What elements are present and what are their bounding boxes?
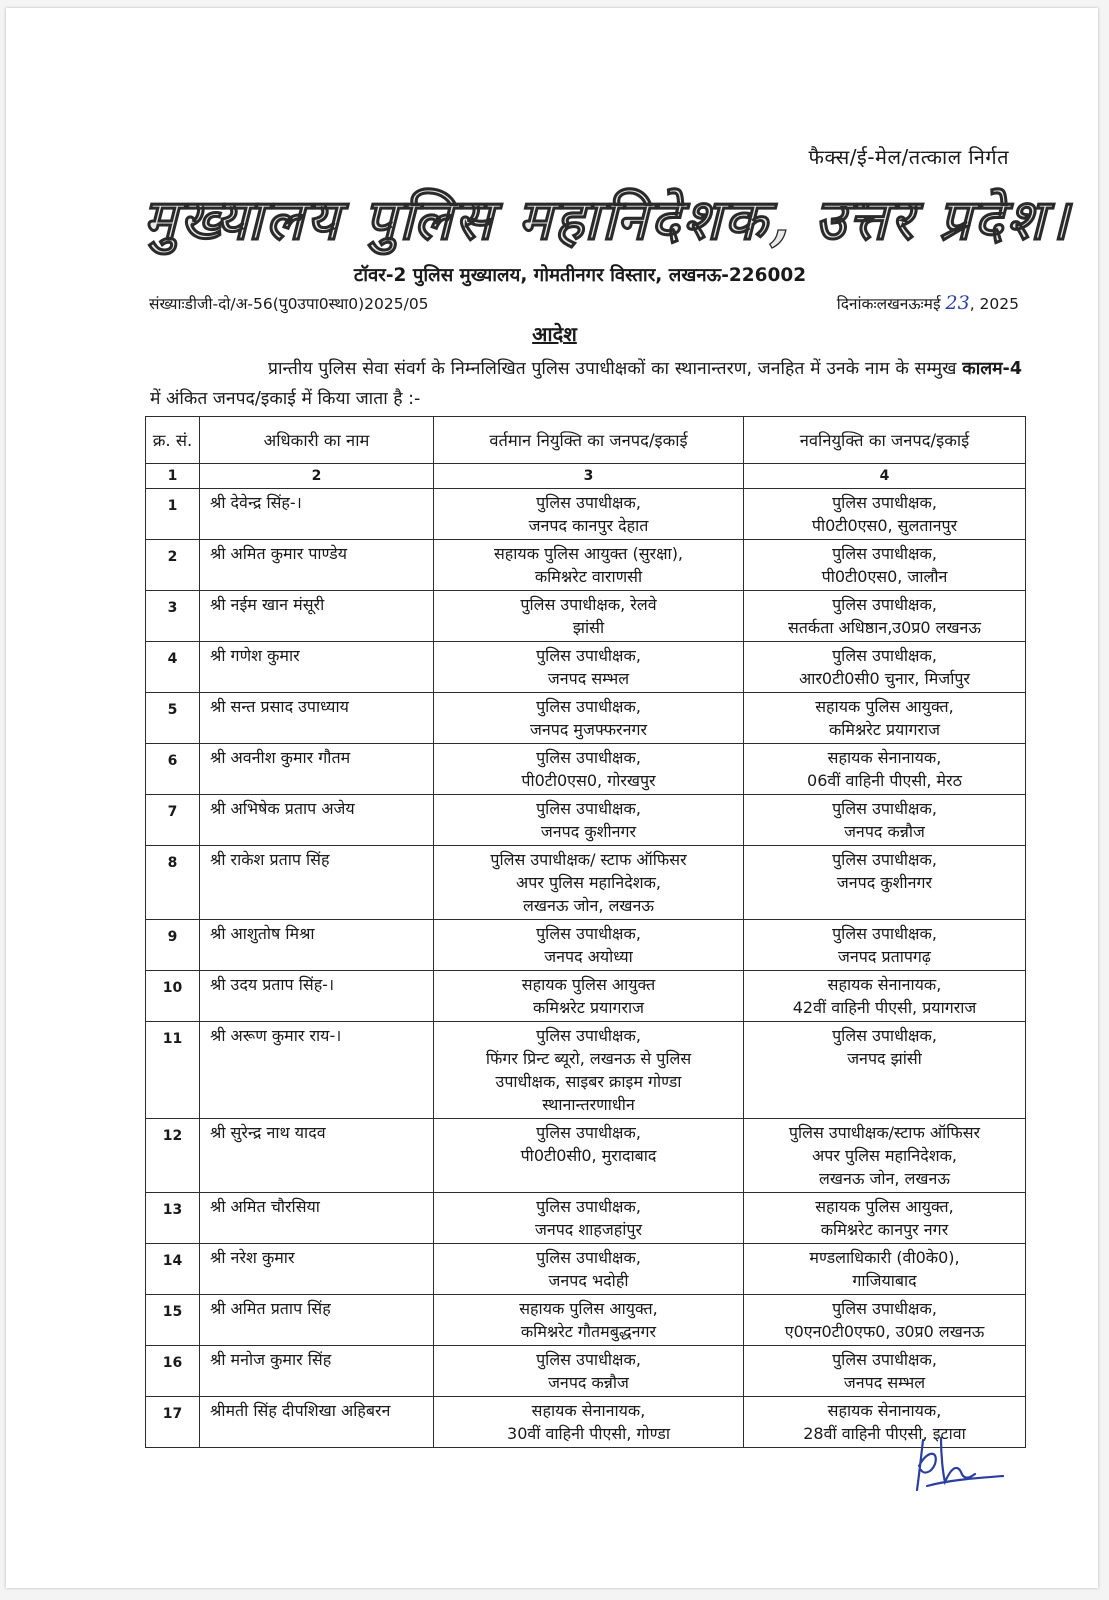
officer-name: श्री देवेन्द्र सिंह-। [200, 489, 434, 540]
posting-line: सहायक पुलिस आयुक्त, [519, 1299, 658, 1318]
officer-name: श्रीमती सिंह दीपशिखा अहिबरन [200, 1397, 434, 1448]
posting-line: 30वीं वाहिनी पीएसी, गोण्डा [507, 1424, 670, 1443]
new-posting [744, 591, 1026, 642]
posting-line: कमिश्नरेट कानपुर नगर [820, 1220, 949, 1239]
posting-line: सहायक पुलिस आयुक्त [521, 975, 656, 994]
posting-line: जनपद सम्भल [547, 669, 630, 688]
posting-line: सहायक सेनानायक, [827, 975, 942, 994]
table-row [146, 693, 1026, 744]
current-posting [434, 591, 744, 642]
order-date [837, 292, 1019, 314]
posting-line: पुलिस उपाधीक्षक/स्टाफ ऑफिसर [788, 1123, 981, 1142]
posting-line: कमिश्नरेट प्रयागराज [532, 998, 645, 1017]
posting-line: पुलिस उपाधीक्षक, [832, 924, 937, 943]
posting-line: पुलिस उपाधीक्षक, [536, 697, 641, 716]
paragraph-column-ref: कालम-4 [962, 359, 1022, 379]
new-posting [744, 1193, 1026, 1244]
new-posting [744, 744, 1026, 795]
posting-line: पुलिस उपाधीक्षक, [536, 646, 641, 665]
new-posting [744, 920, 1026, 971]
new-posting [744, 795, 1026, 846]
posting-line: पुलिस उपाधीक्षक, [536, 493, 641, 512]
table-row [146, 846, 1026, 920]
posting-line: सहायक पुलिस आयुक्त, [815, 697, 954, 716]
serial-number: 12 [146, 1119, 200, 1193]
posting-line: पुलिस उपाधीक्षक, [832, 544, 937, 563]
current-posting [434, 540, 744, 591]
posting-line: पुलिस उपाधीक्षक, [536, 1123, 641, 1142]
posting-line: 28वीं वाहिनी पीएसी, इटावा [803, 1424, 966, 1443]
column-number: 1 [146, 464, 200, 489]
transfer-table [145, 416, 1026, 1448]
posting-line: पुलिस उपाधीक्षक, [536, 924, 641, 943]
posting-line: पुलिस उपाधीक्षक, [832, 1350, 937, 1369]
officer-name: श्री नरेश कुमार [200, 1244, 434, 1295]
posting-line: जनपद अयोध्या [544, 947, 633, 966]
officer-name: श्री उदय प्रताप सिंह-। [200, 971, 434, 1022]
order-heading: आदेश [532, 322, 577, 346]
new-posting [744, 971, 1026, 1022]
posting-line: पुलिस उपाधीक्षक, रेलवे [520, 595, 657, 614]
posting-line: जनपद सम्भल [843, 1373, 926, 1392]
serial-number: 16 [146, 1346, 200, 1397]
posting-line: पी0टी0एस0, सुलतानपुर [811, 516, 958, 535]
table-row [146, 1295, 1026, 1346]
current-posting [434, 744, 744, 795]
posting-line: पुलिस उपाधीक्षक, [832, 850, 937, 869]
posting-line: पुलिस उपाधीक्षक, [536, 1350, 641, 1369]
table-row [146, 971, 1026, 1022]
new-posting [744, 489, 1026, 540]
posting-line: पुलिस उपाधीक्षक, [536, 799, 641, 818]
posting-line: सहायक पुलिस आयुक्त (सुरक्षा), [493, 544, 684, 563]
header-new-posting: नवनियुक्ति का जनपद/इकाई [744, 417, 1026, 464]
posting-line: पुलिस उपाधीक्षक, [536, 1197, 641, 1216]
posting-line: सहायक पुलिस आयुक्त, [815, 1197, 954, 1216]
posting-line: सहायक सेनानायक, [827, 748, 942, 767]
new-posting [744, 693, 1026, 744]
column-number: 4 [744, 464, 1026, 489]
posting-line: आर0टी0सी0 चुनार, मिर्जापुर [799, 669, 970, 688]
dispatch-mode: फैक्स/ई-मेल/तत्काल निर्गत [808, 145, 1009, 169]
serial-number: 17 [146, 1397, 200, 1448]
posting-line: पी0टी0एस0, गोरखपुर [521, 771, 656, 790]
new-posting [744, 846, 1026, 920]
new-posting [744, 642, 1026, 693]
current-posting [434, 1193, 744, 1244]
serial-number: 9 [146, 920, 200, 971]
posting-line: 06वीं वाहिनी पीएसी, मेरठ [807, 771, 962, 790]
table-row [146, 591, 1026, 642]
posting-line: जनपद कानपुर देहात [528, 516, 649, 535]
current-posting [434, 489, 744, 540]
serial-number: 1 [146, 489, 200, 540]
posting-line: स्थानान्तरणाधीन [542, 1095, 635, 1114]
serial-number: 7 [146, 795, 200, 846]
posting-line: जनपद भदोही [548, 1271, 629, 1290]
posting-line: पी0टी0एस0, जालौन [821, 567, 948, 586]
table-body [146, 489, 1026, 1448]
posting-line: पुलिस उपाधीक्षक, [832, 1026, 937, 1045]
posting-line: लखनऊ जोन, लखनऊ [523, 896, 654, 915]
table-row [146, 1193, 1026, 1244]
posting-line: कमिश्नरेट प्रयागराज [828, 720, 941, 739]
serial-number: 5 [146, 693, 200, 744]
table-row [146, 642, 1026, 693]
current-posting [434, 1397, 744, 1448]
header-officer-name: अधिकारी का नाम [200, 417, 434, 464]
table-header-row [146, 417, 1026, 464]
header-serial: क्र. सं. [146, 417, 200, 464]
posting-line: सहायक सेनानायक, [827, 1401, 942, 1420]
current-posting [434, 1244, 744, 1295]
column-number-row [146, 464, 1026, 489]
paragraph-text-1: प्रान्तीय पुलिस सेवा संवर्ग के निम्नलिखित पुलिस उपाधीक्षकों का स्थानान्तरण, जनहित में उनके नाम के सम्मुख [268, 359, 963, 379]
current-posting [434, 693, 744, 744]
signature-scribble [905, 1428, 1015, 1498]
current-posting [434, 795, 744, 846]
current-posting [434, 642, 744, 693]
table-row [146, 1119, 1026, 1193]
table-row [146, 489, 1026, 540]
posting-line: कमिश्नरेट गौतमबुद्धनगर [520, 1322, 657, 1341]
posting-line: जनपद मुजफ्फरनगर [529, 720, 648, 739]
officer-name: श्री नईम खान मंसूरी [200, 591, 434, 642]
posting-line: पुलिस उपाधीक्षक, [832, 799, 937, 818]
reference-row [149, 292, 1019, 314]
officer-name: श्री अमित कुमार पाण्डेय [200, 540, 434, 591]
officer-name: श्री सुरेन्द्र नाथ यादव [200, 1119, 434, 1193]
table-row [146, 1022, 1026, 1119]
posting-line: फिंगर प्रिन्ट ब्यूरो, लखनऊ से पुलिस [485, 1049, 692, 1068]
order-paragraph [150, 354, 1022, 414]
posting-line: 42वीं वाहिनी पीएसी, प्रयागराज [792, 998, 977, 1017]
officer-name: श्री अमित प्रताप सिंह [200, 1295, 434, 1346]
posting-line: उपाधीक्षक, साइबर क्राइम गोण्डा [495, 1072, 682, 1091]
paragraph-text-2: में अंकित जनपद/इकाई में किया जाता है :- [150, 389, 421, 409]
officer-name: श्री गणेश कुमार [200, 642, 434, 693]
new-posting [744, 540, 1026, 591]
posting-line: पुलिस उपाधीक्षक, [832, 493, 937, 512]
serial-number: 14 [146, 1244, 200, 1295]
posting-line: पी0टी0सी0, मुरादाबाद [520, 1146, 657, 1165]
posting-line: जनपद कुशीनगर [540, 822, 637, 841]
new-posting [744, 1022, 1026, 1119]
new-posting [744, 1119, 1026, 1193]
posting-line: पुलिस उपाधीक्षक, [832, 595, 937, 614]
table-row [146, 920, 1026, 971]
posting-line: अपर पुलिस महानिदेशक, [812, 1146, 957, 1165]
table-row [146, 1244, 1026, 1295]
officer-name: श्री अमित चौरसिया [200, 1193, 434, 1244]
serial-number: 10 [146, 971, 200, 1022]
date-suffix: , 2025 [969, 295, 1019, 313]
posting-line: पुलिस उपाधीक्षक, [536, 1026, 641, 1045]
posting-line: पुलिस उपाधीक्षक, [536, 1248, 641, 1267]
current-posting [434, 1119, 744, 1193]
posting-line: जनपद कुशीनगर [836, 873, 933, 892]
officer-name: श्री अभिषेक प्रताप अजेय [200, 795, 434, 846]
new-posting [744, 1295, 1026, 1346]
posting-line: पुलिस उपाधीक्षक/ स्टाफ ऑफिसर [490, 850, 687, 869]
posting-line: जनपद शाहजहांपुर [534, 1220, 643, 1239]
posting-line: जनपद कन्नौज [844, 822, 925, 841]
header-current-posting: वर्तमान नियुक्ति का जनपद/इकाई [434, 417, 744, 464]
reference-number: संख्याःडीजी-दो/अ-56(पु0उपा0स्था0)2025/05 [149, 295, 429, 313]
posting-line: पुलिस उपाधीक्षक, [536, 748, 641, 767]
officer-name: श्री आशुतोष मिश्रा [200, 920, 434, 971]
officer-name: श्री अवनीश कुमार गौतम [200, 744, 434, 795]
posting-line: जनपद कन्नौज [548, 1373, 629, 1392]
posting-line: जनपद झांसी [847, 1049, 922, 1068]
posting-line: सतर्कता अधिष्ठान,उ0प्र0 लखनऊ [787, 618, 981, 637]
serial-number: 2 [146, 540, 200, 591]
serial-number: 15 [146, 1295, 200, 1346]
signature [905, 1428, 1015, 1502]
current-posting [434, 971, 744, 1022]
table-row [146, 744, 1026, 795]
current-posting [434, 1346, 744, 1397]
posting-line: कमिश्नरेट वाराणसी [534, 567, 643, 586]
serial-number: 3 [146, 591, 200, 642]
current-posting [434, 846, 744, 920]
officer-name: श्री मनोज कुमार सिंह [200, 1346, 434, 1397]
posting-line: मण्डलाधिकारी (वी0के0), [809, 1248, 960, 1267]
table-row [146, 1346, 1026, 1397]
new-posting [744, 1244, 1026, 1295]
organization-title: मुख्यालय पुलिस महानिदेशक, उत्तर प्रदेश। [143, 187, 1072, 253]
current-posting [434, 1295, 744, 1346]
officer-name: श्री अरूण कुमार राय-। [200, 1022, 434, 1119]
posting-line: जनपद प्रतापगढ़ [838, 947, 931, 966]
posting-line: झांसी [572, 618, 605, 637]
table-row [146, 540, 1026, 591]
serial-number: 6 [146, 744, 200, 795]
serial-number: 13 [146, 1193, 200, 1244]
posting-line: पुलिस उपाधीक्षक, [832, 646, 937, 665]
date-prefix: दिनांकःलखनऊःमई [836, 295, 941, 313]
posting-line: सहायक सेनानायक, [531, 1401, 646, 1420]
officer-name: श्री राकेश प्रताप सिंह [200, 846, 434, 920]
posting-line: गाजियाबाद [852, 1271, 917, 1290]
column-number: 3 [434, 464, 744, 489]
serial-number: 11 [146, 1022, 200, 1119]
date-day-handwritten: 23 [945, 292, 970, 314]
table-row [146, 1397, 1026, 1448]
officer-name: श्री सन्त प्रसाद उपाध्याय [200, 693, 434, 744]
new-posting [744, 1346, 1026, 1397]
posting-line: ए0एन0टी0एफ0, उ0प्र0 लखनऊ [784, 1322, 985, 1341]
column-number: 2 [200, 464, 434, 489]
serial-number: 8 [146, 846, 200, 920]
posting-line: अपर पुलिस महानिदेशक, [516, 873, 661, 892]
posting-line: लखनऊ जोन, लखनऊ [819, 1169, 950, 1188]
serial-number: 4 [146, 642, 200, 693]
table-row [146, 795, 1026, 846]
current-posting [434, 920, 744, 971]
posting-line: पुलिस उपाधीक्षक, [832, 1299, 937, 1318]
office-address: टॉवर-2 पुलिस मुख्यालय, गोमतीनगर विस्तार, लखनऊ-226002 [353, 265, 807, 286]
current-posting [434, 1022, 744, 1119]
